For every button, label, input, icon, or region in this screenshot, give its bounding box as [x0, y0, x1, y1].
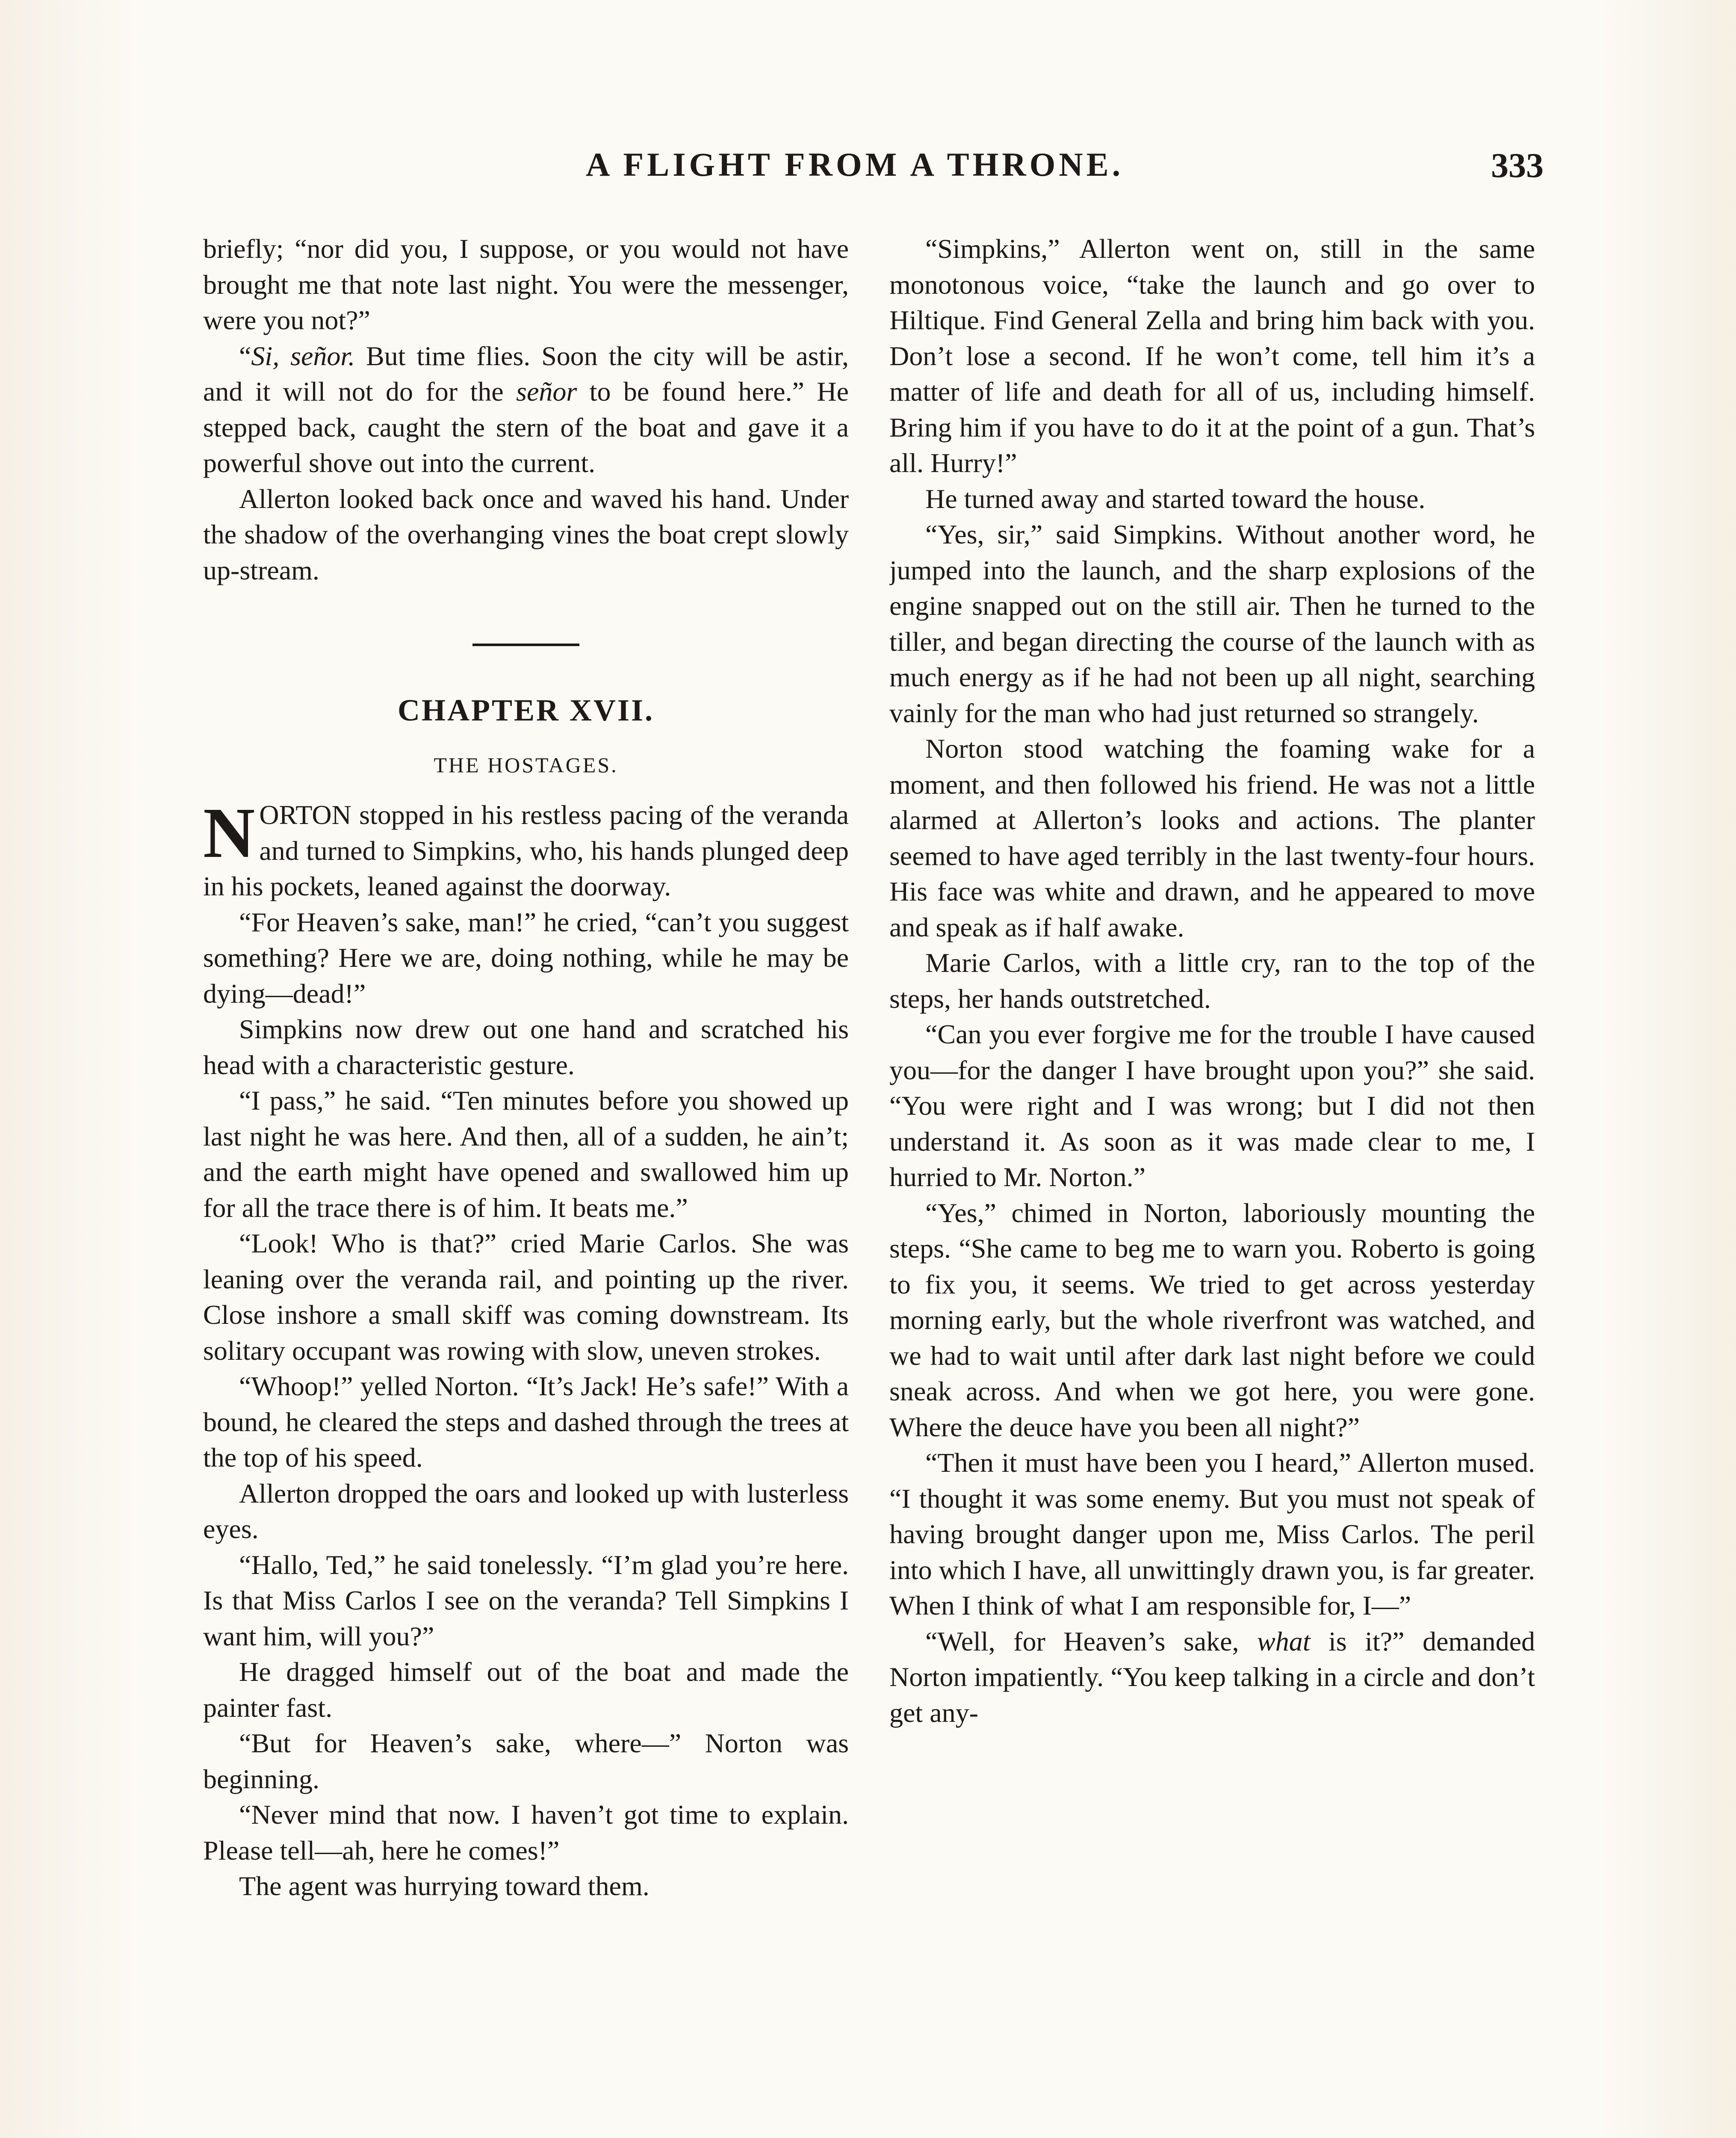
running-title: A FLIGHT FROM A THRONE. [586, 146, 1124, 183]
paragraph [203, 338, 849, 481]
paragraph: He dragged himself out of the boat and made the painter fast. [203, 1657, 849, 1723]
left-column [203, 231, 849, 2138]
text-run: ORTON stopped in his restless pacing of the veranda and turned to Simpkins, who, his hands plunged deep in his pockets, leaned against the doorway. [203, 800, 849, 901]
section-divider [472, 644, 579, 646]
paragraph: “For Heaven’s sake, man!” he cried, “can’t you suggest something? Here we are, doing nothing, while he may be dying—dead!” [203, 907, 849, 1009]
page-number: 333 [1491, 146, 1544, 185]
paragraph: Norton stood watching the foaming wake for a moment, and then followed his friend. He was not a little alarmed at Allerton’s looks and actions. The planter seemed to have aged terribly in the last twenty-four hours. His face was white and drawn, and he appeared to move and speak as if half awake. [889, 733, 1535, 942]
chapter-heading: CHAPTER XVII. [397, 693, 655, 727]
italic-text: Si, señor. [251, 340, 355, 371]
paragraph: “I pass,” he said. “Ten minutes before you showed up last night he was here. And then, all of a sudden, he ain’t; and the earth might have opened and swallowed him up for all the trace there is of him. It beats me.” [203, 1085, 849, 1223]
paragraph: Allerton dropped the oars and looked up with lusterless eyes. [203, 1478, 849, 1544]
paragraph: “Hallo, Ted,” he said tonelessly. “I’m glad you’re here. Is that Miss Carlos I see on the veranda? Tell Simpkins I want him, will you?” [203, 1549, 849, 1651]
paragraph: “Can you ever forgive me for the trouble I have caused you—for the danger I have brought upon you?” she said. “You were right and I was wrong; but I did not then understand it. As soon as it was made clear to me, I hurried to Mr. Norton.” [889, 1019, 1535, 1192]
paragraph: The agent was hurrying toward them. [239, 1871, 650, 1901]
paragraph: “But for Heaven’s sake, where—” Norton was beginning. [203, 1728, 849, 1794]
italic-text: what [1257, 1626, 1311, 1657]
text-run: “ [239, 340, 251, 371]
paragraph: “Look! Who is that?” cried Marie Carlos. She was leaning over the veranda rail, and pointing up the river. Close inshore a small skiff was coming downstream. Its solitary occupant was rowing with slow, uneven strokes. [203, 1228, 849, 1366]
text-run: is it?” demanded Norton impatiently. “You keep talking in a circle and don’t get any- [889, 1626, 1535, 1728]
opening-paragraph [203, 793, 849, 904]
paragraph: “Never mind that now. I haven’t got time to explain. Please tell—ah, here he comes!” [203, 1799, 849, 1866]
paragraph: Allerton looked back once and waved his hand. Under the shadow of the overhanging vines the boat crept slowly up-stream. [203, 483, 849, 585]
paragraph: “Simpkins,” Allerton went on, still in the same monotonous voice, “take the launch and go over to Hiltique. Find General Zella and bring him back with you. Don’t lose a second. If he won’t come, tell him it’s a matter of life and death for all of us, including himself. Bring him if you have to do it at the point of a gun. That’s all. Hurry!” [889, 233, 1535, 478]
text-run: “Well, for Heaven’s sake, [925, 1626, 1258, 1657]
paragraph: briefly; “nor did you, I suppose, or you would not have brought me that note last night. You were the messenger, were you not?” [203, 233, 849, 335]
paragraph: Marie Carlos, with a little cry, ran to the top of the steps, her hands outstretched. [889, 948, 1535, 1014]
paragraph [889, 1624, 1535, 1731]
drop-cap: N [203, 793, 255, 873]
page-header [552, 141, 1544, 201]
right-column [889, 231, 1535, 2138]
paragraph: “Whoop!” yelled Norton. “It’s Jack! He’s safe!” With a bound, he cleared the steps and dashed through the trees at the top of his speed. [203, 1371, 849, 1473]
paragraph: “Yes, sir,” said Simpkins. Without another word, he jumped into the launch, and the sharp explosions of the engine snapped out on the still air. Then he turned to the tiller, and began directing the course of the launch with as much energy as if he had not been up all night, searching vainly for the man who had just returned so strangely. [889, 519, 1535, 728]
paragraph: He turned away and started toward the house. [925, 483, 1426, 514]
paragraph: “Yes,” chimed in Norton, laboriously mounting the steps. “She came to beg me to warn you. Roberto is going to fix you, it seems. We tried to get across yesterday morning early, but the whole riverfront was watched, and we had to wait until after dark last night before we could sneak across. And when we got here, you were gone. Where the deuce have you been all night?” [889, 1197, 1535, 1442]
text-run: But time flies. Soon the city will be astir, and it will not do for the [203, 340, 849, 407]
paragraph: Simpkins now drew out one hand and scratched his head with a characteristic gesture. [203, 1014, 849, 1080]
text-run: to be found here.” He stepped back, caught the stern of the boat and gave it a powerful shove out into the current. [203, 376, 849, 478]
italic-text: señor [516, 376, 577, 407]
chapter-subtitle: THE HOSTAGES. [434, 753, 618, 777]
paragraph: “Then it must have been you I heard,” Allerton mused. “I thought it was some enemy. But you must not speak of having brought danger upon me, Miss Carlos. The peril into which I have, all unwittingly drawn you, is far greater. When I think of what I am responsible for, I—” [889, 1447, 1535, 1621]
